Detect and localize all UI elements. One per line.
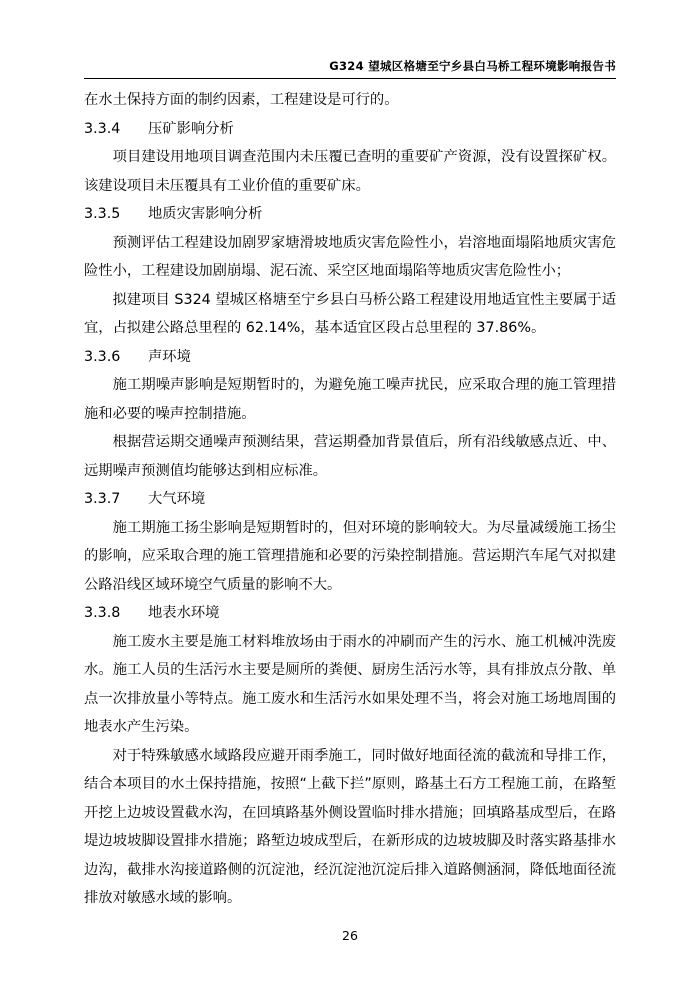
paragraph: 预测评估工程建设加剧罗家塘滑坡地质灾害危险性小，岩溶地面塌陷地质灾害危险性小，工程建设加剧崩塌、泥石流、采空区地面塌陷等地质灾害危险性小； bbox=[84, 234, 616, 279]
paragraph: 对于特殊敏感水域路段应避开雨季施工，同时做好地面径流的截流和导排工作，结合本项目的水土保持措施，按照“上截下拦”原则，路基土石方工程施工前，在路堑开挖上边坡设置截水沟，在回填路基外侧设置临时排水措施；回填路基成型后，在路堤边坡坡脚设置排水措施；路堑边坡成型后，在新形成的边坡坡脚及时落实路基排水边沟，截排水沟接道路侧的沉淀池，经沉淀池沉淀后排入道路侧涵洞，降低地面径流排放对敏感水域的影响。 bbox=[84, 747, 616, 906]
paragraph: 施工废水主要是施工材料堆放场由于雨水的冲刷而产生的污水、施工机械冲洗废水。施工人员的生活污水主要是厕所的粪便、厨房生活污水等，具有排放点分散、单点一次排放量小等特点。施工废水和生活污水如果处理不当，将会对施工场地周围的地表水产生污染。 bbox=[84, 633, 616, 735]
section-number: 3.3.7 bbox=[84, 491, 121, 507]
section-number: 3.3.8 bbox=[84, 605, 121, 621]
paragraph: 项目建设用地项目调查范围内未压覆已查明的重要矿产资源，没有设置探矿权。该建设项目未压覆具有工业价值的重要矿床。 bbox=[84, 149, 616, 194]
section-heading bbox=[84, 343, 616, 372]
page-header: G324 望城区格塘至宁乡县白马桥工程环境影响报告书 bbox=[329, 59, 616, 73]
section-number: 3.3.6 bbox=[84, 348, 121, 365]
header-divider bbox=[84, 78, 616, 79]
paragraph: 施工期噪声影响是短期暂时的，为避免施工噪声扰民，应采取合理的施工管理措施和必要的噪声控制措施。 bbox=[84, 377, 616, 422]
paragraph: 拟建项目 S324 望城区格塘至宁乡县白马桥公路工程建设用地适宜性主要属于适宜，占拟建公路总里程的 62.14%，基本适宜区段占总里程的 37.86%。 bbox=[84, 291, 616, 336]
section-heading bbox=[84, 200, 616, 229]
section-title: 声环境 bbox=[148, 348, 191, 365]
paragraph: 在水土保持方面的制约因素，工程建设是可行的。 bbox=[84, 92, 399, 108]
section-title: 大气环境 bbox=[148, 491, 206, 507]
section-heading bbox=[84, 599, 616, 628]
section-title: 地质灾害影响分析 bbox=[148, 206, 263, 222]
section-number: 3.3.5 bbox=[84, 206, 121, 222]
paragraph: 施工期施工扬尘影响是短期暂时的，但对环境的影响较大。为尽量减缓施工扬尘的影响，应采取合理的施工管理措施和必要的污染控制措施。营运期汽车尾气对拟建公路沿线区域环境空气质量的影响不大。 bbox=[84, 519, 616, 593]
section-title: 压矿影响分析 bbox=[148, 120, 234, 137]
section-title: 地表水环境 bbox=[148, 605, 220, 621]
document-body bbox=[84, 86, 616, 913]
page-number: 26 bbox=[342, 928, 358, 943]
section-heading bbox=[84, 485, 616, 514]
section-number: 3.3.4 bbox=[84, 120, 121, 137]
section-heading bbox=[84, 115, 616, 144]
paragraph: 根据营运期交通噪声预测结果，营运期叠加背景值后，所有沿线敏感点近、中、远期噪声预测值均能够达到相应标准。 bbox=[84, 434, 616, 479]
